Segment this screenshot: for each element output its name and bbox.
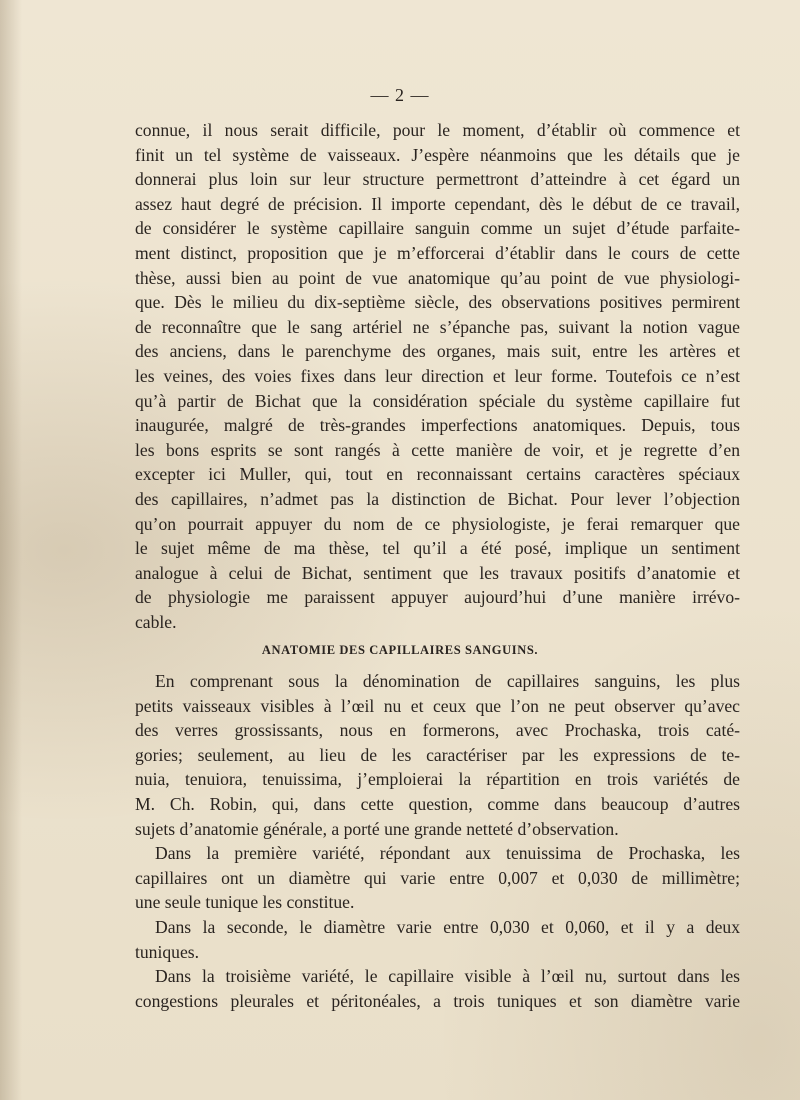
text-line: petits vaisseaux visibles à l’œil nu et ceux que l’on ne peut observer qu’avec bbox=[135, 695, 740, 716]
text-line: les bons esprits se sont rangés à cette manière de voir, et je regrette d’en bbox=[135, 439, 740, 460]
text-line: Dans la troisième variété, le capillaire visible à l’œil nu, surtout dans les bbox=[155, 966, 740, 987]
text-line: congestions pleurales et péritonéales, a trois tuniques et son diamètre varie bbox=[135, 990, 740, 1011]
section-body bbox=[135, 669, 740, 1013]
text-line: des verres grossissants, nous en formerons, avec Prochaska, trois caté- bbox=[135, 720, 740, 741]
text-line: des anciens, dans le parenchyme des organes, mais suit, entre les artères et bbox=[135, 341, 740, 362]
text-line: analogue à celui de Bichat, sentiment que les travaux positifs d’anatomie et bbox=[135, 562, 740, 583]
text-line: nuia, tenuiora, tenuissima, j’emploierai la répartition en trois variétés de bbox=[135, 769, 740, 790]
text-line: capillaires ont un diamètre qui varie entre 0,007 et 0,030 de millimètre; bbox=[135, 867, 740, 888]
text-line: Dans la première variété, répondant aux tenuissima de Prochaska, les bbox=[155, 843, 740, 864]
text-line: excepter ici Muller, qui, tout en reconnaissant certains caractères spéciaux bbox=[135, 464, 740, 485]
text-line: de physiologie me paraissent appuyer aujourd’hui d’une manière irrévo- bbox=[135, 587, 740, 608]
text-line: donnerai plus loin sur leur structure permettront d’atteindre à cet égard un bbox=[135, 169, 740, 190]
text-line: gories; seulement, au lieu de les caractériser par les expressions de te- bbox=[135, 744, 740, 765]
text-line: de considérer le système capillaire sanguin comme un sujet d’étude parfaite- bbox=[135, 218, 740, 239]
text-line: En comprenant sous la dénomination de capillaires sanguins, les plus bbox=[155, 671, 740, 691]
text-line: une seule tunique les constitue. bbox=[135, 892, 355, 913]
text-line: cable. bbox=[135, 611, 177, 632]
binding-shadow bbox=[0, 0, 22, 1100]
text-line: M. Ch. Robin, qui, dans cette question, comme dans beaucoup d’autres bbox=[135, 793, 740, 814]
text-line: finit un tel système de vaisseaux. J’espère néanmoins que les détails que je bbox=[135, 144, 740, 165]
page-number: — 2 — bbox=[370, 85, 430, 105]
text-line: les veines, des voies fixes dans leur direction et leur forme. Toutefois ce n’est bbox=[135, 365, 740, 386]
paragraph-continued bbox=[135, 118, 740, 634]
text-line: tuniques. bbox=[135, 941, 200, 962]
text-line: de reconnaître que le sang artériel ne s’épanche pas, suivant la notion vague bbox=[135, 316, 740, 337]
text-line: ment distinct, proposition que je m’efforcerai d’établir dans le cours de cette bbox=[135, 242, 740, 263]
text-line: inaugurée, malgré de très-grandes imperfections anatomiques. Depuis, tous bbox=[135, 415, 740, 436]
text-line: assez haut degré de précision. Il importe cependant, dès le début de ce travail, bbox=[135, 193, 740, 214]
text-line: thèse, aussi bien au point de vue anatomique qu’au point de vue physiologi- bbox=[135, 267, 740, 288]
text-line: des capillaires, n’admet pas la distinction de Bichat. Pour lever l’objection bbox=[135, 488, 740, 509]
text-line: qu’à partir de Bichat que la considération spéciale du système capillaire fut bbox=[135, 390, 740, 411]
text-line: Dans la seconde, le diamètre varie entre 0,030 et 0,060, et il y a deux bbox=[155, 916, 740, 937]
text-line: connue, il nous serait difficile, pour le moment, d’établir où commence et bbox=[135, 120, 740, 140]
text-line: qu’on pourrait appuyer du nom de ce physiologiste, je ferai remarquer que bbox=[135, 513, 740, 534]
text-line: que. Dès le milieu du dix-septième siècle, des observations positives permirent bbox=[135, 292, 740, 313]
text-line: sujets d’anatomie générale, a porté une grande netteté d’observation. bbox=[135, 818, 619, 839]
text-line: le sujet même de ma thèse, tel qu’il a été posé, implique un sentiment bbox=[135, 538, 740, 559]
section-heading: ANATOMIE DES CAPILLAIRES SANGUINS. bbox=[261, 643, 539, 657]
